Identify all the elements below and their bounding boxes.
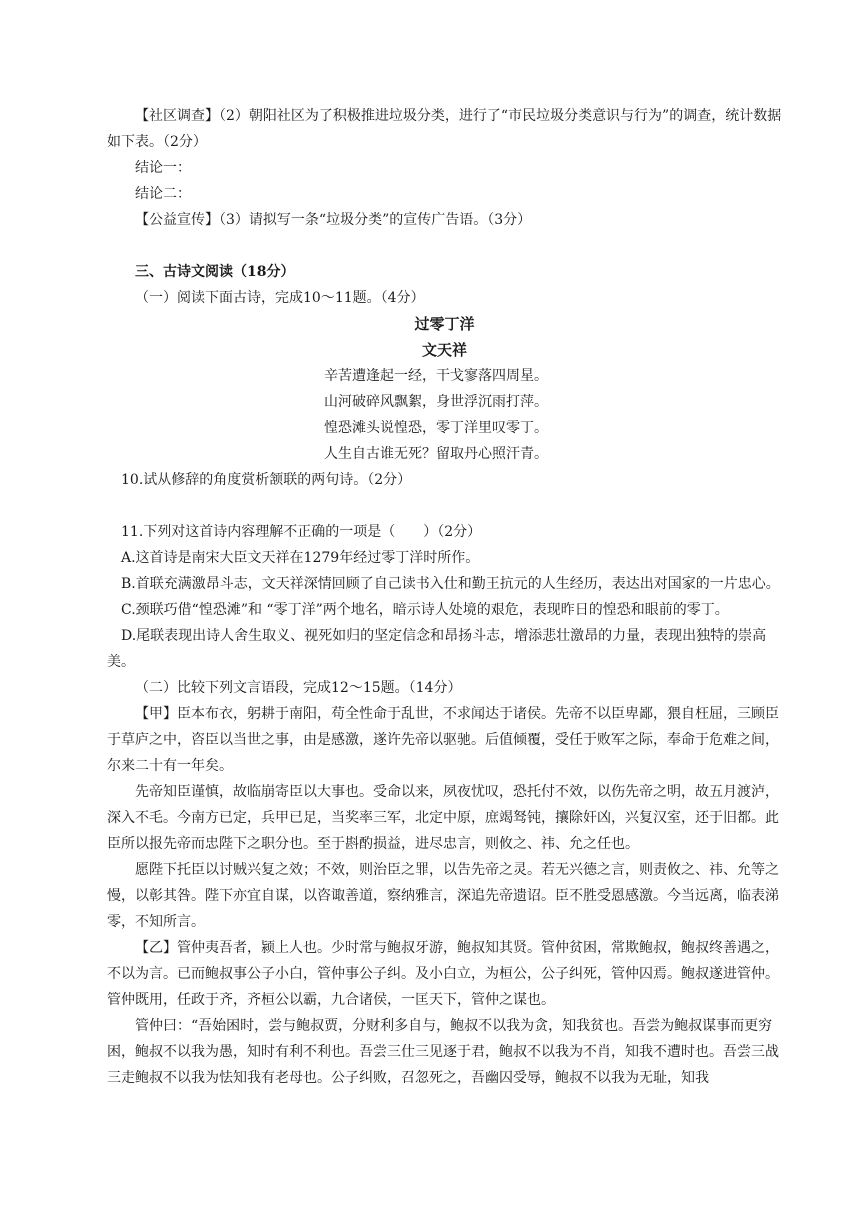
section-heading: 三、古诗文阅读（18分） — [135, 264, 295, 280]
spacer — [107, 233, 782, 259]
poem-author: 文天祥 — [421, 341, 467, 359]
poem-line: 辛苦遭逢起一经，干戈寥落四周星。 — [324, 368, 548, 384]
poem-line: 人生自古谁无死？留取丹心照汗青。 — [324, 446, 548, 462]
poem-body — [107, 363, 782, 467]
survey-question: 【社区调查】（2）朝阳社区为了积极推进垃圾分类，进行了“市民垃圾分类意识与行为”的调查，统计数据如下表。（2分） — [107, 108, 782, 150]
option-a: A.这首诗是南宋大臣文天祥在1279年经过零丁洋时所作。 — [121, 550, 480, 566]
part-one-instruction: （一）阅读下面古诗，完成10～11题。（4分） — [135, 290, 425, 306]
conclusion-two: 结论二： — [135, 186, 191, 202]
option-c: C.颈联巧借“惶恐滩”和 “零丁洋”两个地名，暗示诗人处境的艰危，表现昨日的惶恐和眼前的零丁。 — [121, 602, 729, 618]
poem-line: 惶恐滩头说惶恐，零丁洋里叹零丁。 — [324, 420, 548, 436]
passage-yi-para-1: 【乙】管仲夷吾者，颍上人也。少时常与鲍叔牙游，鲍叔知其贤。管仲贫困，常欺鲍叔，鲍叔终善遇之，不以为言。已而鲍叔事公子小白，管仲事公子纠。及小白立，为桓公，公子纠死，管仲囚焉。鲍叔遂进管仲。管仲既用，任政于齐，齐桓公以霸，九合诸侯，一匡天下，管仲之谋也。 — [107, 940, 779, 1008]
passage-jia-para-2: 先帝知臣谨慎，故临崩寄臣以大事也。受命以来，夙夜忧叹，恐托付不效，以伤先帝之明，故五月渡泸，深入不毛。今南方已定，兵甲已足，当奖率三军，北定中原，庶竭驽钝，攘除奸凶，兴复汉室，还于旧都。此臣所以报先帝而忠陛下之职分也。至于斟酌损益，进尽忠言，则攸之、祎、允之任也。 — [107, 784, 779, 852]
option-d: D.尾联表现出诗人舍生取义、视死如归的坚定信念和昂扬斗志，增添悲壮激昂的力量，表现出独特的崇高美。 — [107, 628, 767, 670]
passage-jia-para-1: 【甲】臣本布衣，躬耕于南阳，苟全性命于乱世，不求闻达于诸侯。先帝不以臣卑鄙，猥自枉屈，三顾臣于草庐之中，咨臣以当世之事，由是感激，遂许先帝以驱驰。后值倾覆，受任于败军之际，奉命于危难之间，尔来二十有一年矣。 — [107, 706, 779, 774]
option-b: B.首联充满激昂斗志，文天祥深情回顾了自己读书入仕和勤王抗元的人生经历，表达出对国家的一片忠心。 — [121, 576, 780, 592]
answer-space — [107, 493, 782, 519]
poem-title: 过零丁洋 — [414, 315, 475, 333]
poem-line: 山河破碎风飘絮，身世浮沉雨打萍。 — [324, 394, 548, 410]
question-10: 10.试从修辞的角度赏析颔联的两句诗。（2分） — [121, 472, 412, 488]
part-two-instruction: （二）比较下列文言语段，完成12～15题。（14分） — [135, 680, 462, 696]
passage-yi-para-2: 管仲曰：“吾始困时，尝与鲍叔贾，分财利多自与，鲍叔不以我为贪，知我贫也。吾尝为鲍叔谋事而更穷困，鲍叔不以我为愚，知时有利不利也。吾尝三仕三见逐于君，鲍叔不以我为不肖，知我不遭时也。吾尝三战三走鲍叔不以我为怯知我有老母也。公子纠败，召忽死之，吾幽囚受辱，鲍叔不以我为无耻，知我 — [107, 1018, 779, 1086]
question-11: 11.下列对这首诗内容理解不正确的一项是（ ）（2分） — [121, 524, 482, 540]
passage-jia-para-3: 愿陛下托臣以讨贼兴复之效；不效，则治臣之罪，以告先帝之灵。若无兴德之言，则责攸之、祎、允等之慢，以彰其咎。陛下亦宜自谋，以咨诹善道，察纳雅言，深追先帝遗诏。臣不胜受恩感激。今当远离，临表涕零，不知所言。 — [107, 862, 779, 930]
conclusion-one: 结论一： — [135, 160, 191, 176]
ad-question: 【公益宣传】（3）请拟写一条“垃圾分类”的宣传广告语。（3分） — [135, 212, 532, 228]
